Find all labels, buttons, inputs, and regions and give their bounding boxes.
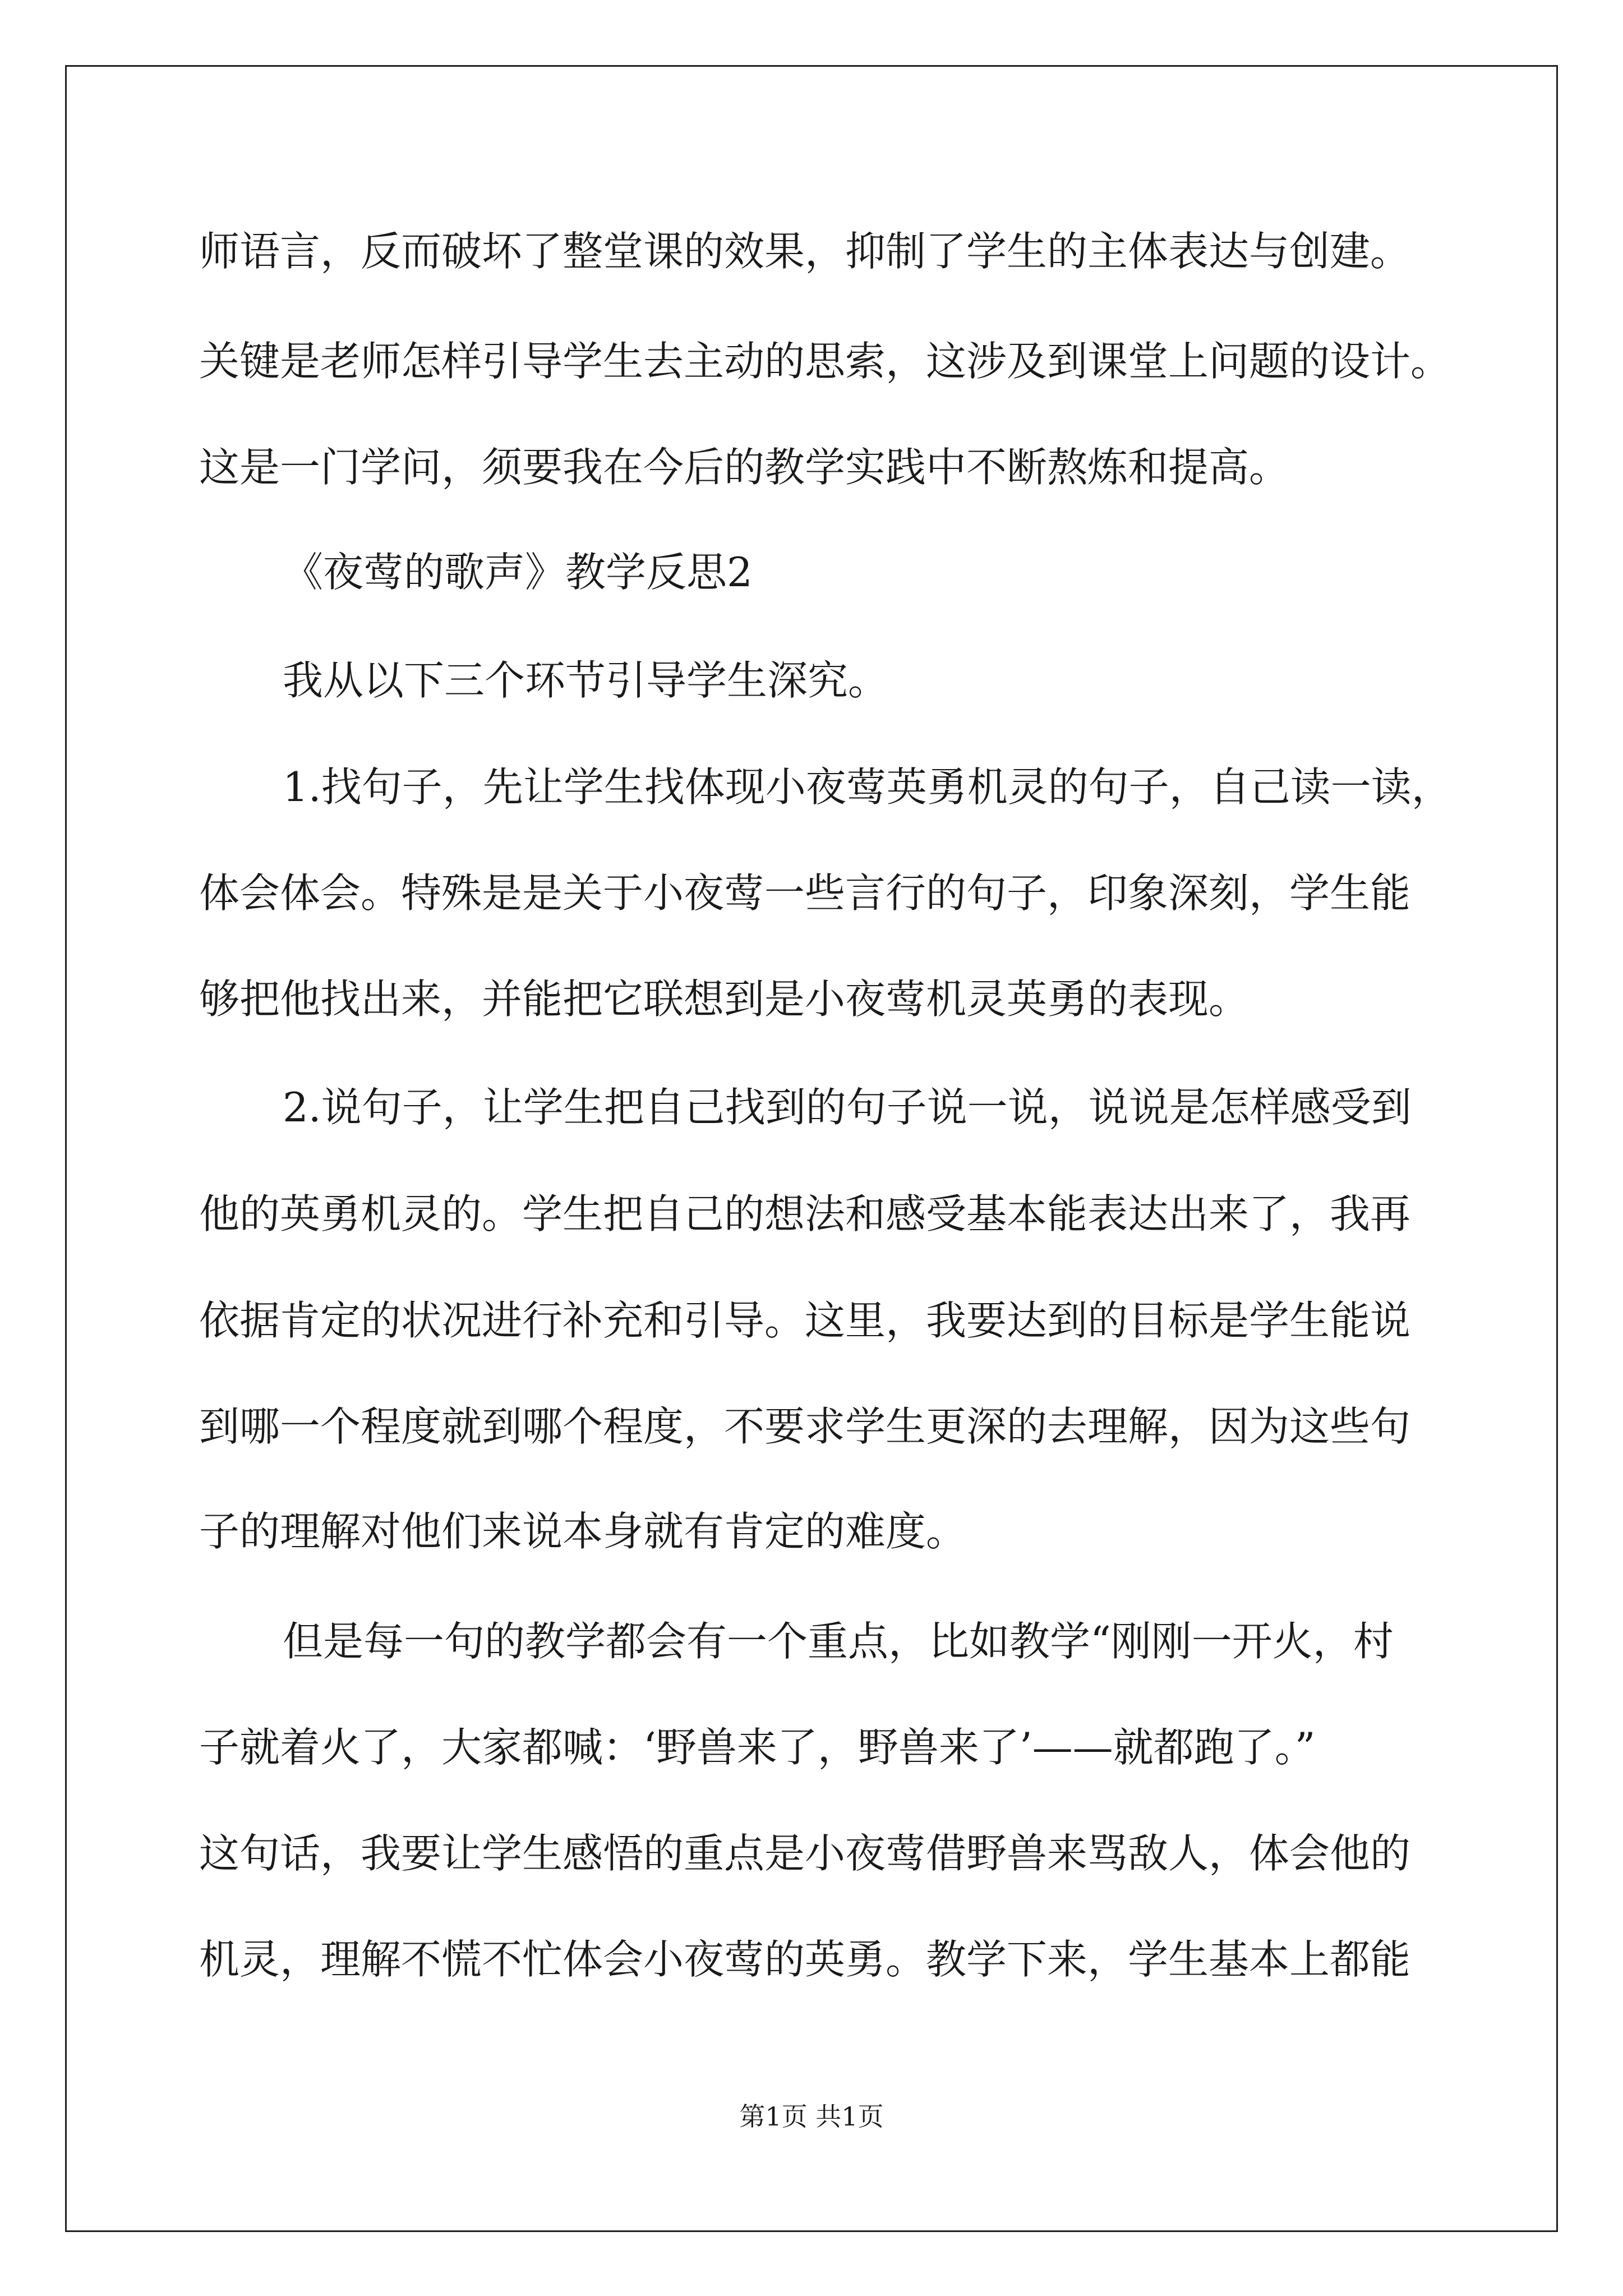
text-line: 到哪一个程度就到哪个程度，不要求学生更深的去理解，因为这些句: [199, 1403, 1411, 1450]
page-border: [65, 65, 1558, 2232]
text-line: 子就着火了，大家都喊：‘野兽来了，野兽来了’——就都跑了。”: [199, 1724, 1316, 1771]
page-footer: 第1页 共1页: [739, 2101, 884, 2132]
text-line: 我从以下三个环节引导学生深究。: [283, 657, 889, 704]
text-line: 够把他找出来，并能把它联想到是小夜莺机灵英勇的表现。: [199, 976, 1249, 1023]
text-line: 体会体会。特殊是是关于小夜莺一些言行的句子，印象深刻，学生能: [199, 869, 1411, 917]
text-line: 子的理解对他们来说本身就有肯定的难度。: [199, 1508, 967, 1555]
text-line: 师语言，反而破坏了整堂课的效果，抑制了学生的主体表达与创建。: [199, 228, 1411, 275]
text-line: 但是每一句的教学都会有一个重点，比如教学“刚刚一开火，村: [283, 1618, 1394, 1665]
text-line: 依据肯定的状况进行补充和引导。这里，我要达到的目标是学生能说: [199, 1297, 1411, 1344]
text-line: 这是一门学问，须要我在今后的教学实践中不断熬炼和提高。: [199, 444, 1290, 491]
text-line: 机灵，理解不慌不忙体会小夜莺的英勇。教学下来，学生基本上都能: [199, 1936, 1411, 1983]
text-line: 关键是老师怎样引导学生去主动的思索，这涉及到课堂上问题的设计。: [199, 338, 1451, 385]
text-line: 1.找句子，先让学生找体现小夜莺英勇机灵的句子，自己读一读，: [283, 763, 1452, 811]
text-line: 这句话，我要让学生感悟的重点是小夜莺借野兽来骂敌人，体会他的: [199, 1830, 1411, 1877]
section-heading: 《夜莺的歌声》教学反思2: [283, 549, 753, 596]
text-line: 2.说句子，让学生把自己找到的句子说一说，说说是怎样感受到: [283, 1084, 1412, 1131]
text-line: 他的英勇机灵的。学生把自己的想法和感受基本能表达出来了，我再: [199, 1190, 1411, 1237]
